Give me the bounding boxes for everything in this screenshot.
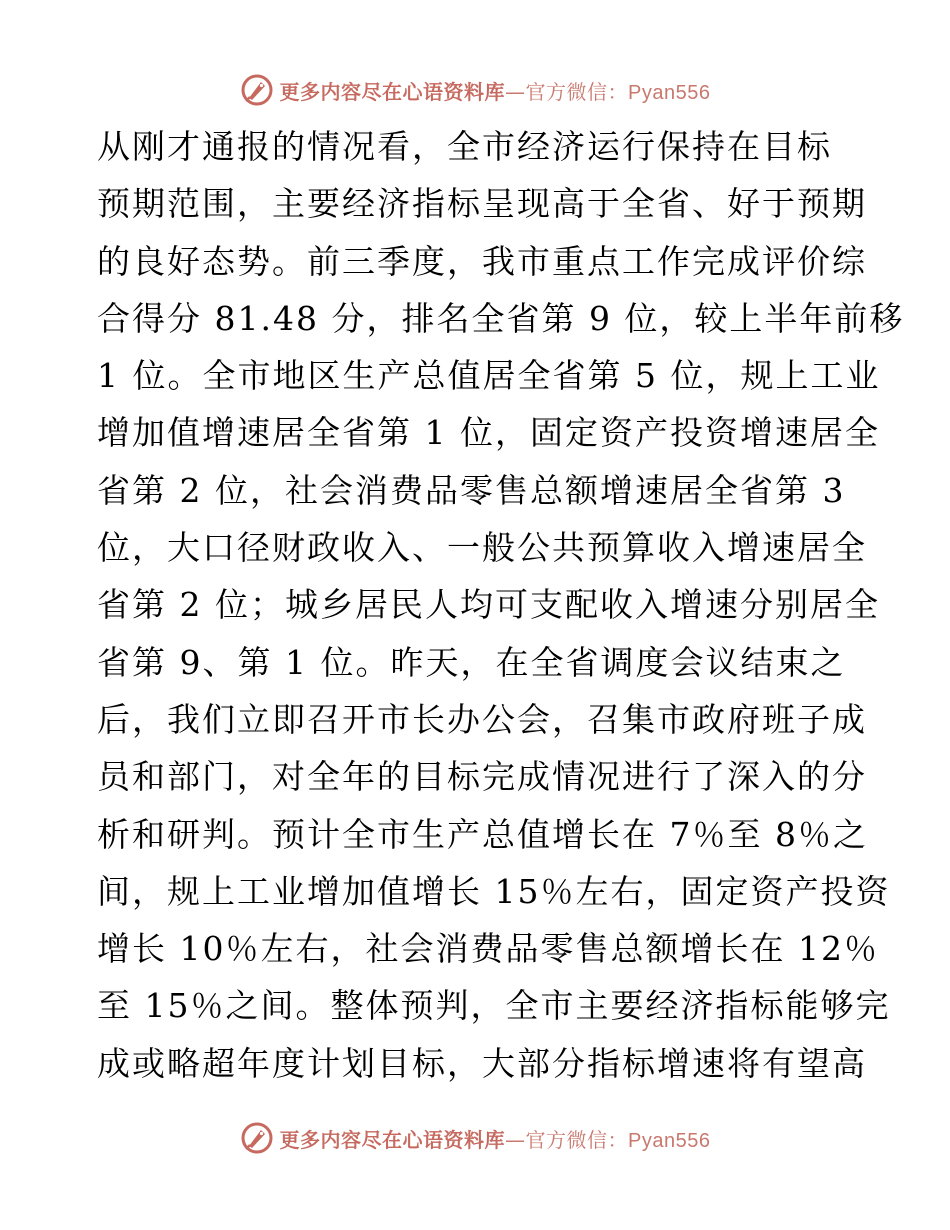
body-line: 1 位。全市地区生产总值居全省第 5 位，规上工业 <box>97 356 881 396</box>
document-body <box>97 118 905 1092</box>
header-watermark <box>0 70 950 110</box>
body-line: 省第 2 位；城乡居民人均可支配收入增速分别居全 <box>97 585 880 625</box>
body-line: 析和研判。预计全市生产总值增长在 7％至 8％之 <box>97 814 868 854</box>
body-line: 省第 2 位，社会消费品零售总额增速居全省第 3 <box>97 470 846 510</box>
body-line: 增长 10％左右，社会消费品零售总额增长在 12％ <box>97 929 879 969</box>
body-line: 后，我们立即召开市长办公会，召集市政府班子成 <box>97 699 867 739</box>
watermark-contact-id: Pyan556 <box>628 1129 711 1152</box>
watermark-contact-label: 官方微信： <box>525 1127 629 1152</box>
watermark-contact-id: Pyan556 <box>628 81 711 104</box>
body-line: 预期范围，主要经济指标呈现高于全省、好于预期 <box>97 184 867 224</box>
body-line: 从刚才通报的情况看，全市经济运行保持在目标 <box>97 127 832 166</box>
watermark-brand: 更多内容尽在心语资料库 <box>279 1127 506 1152</box>
watermark-brand: 更多内容尽在心语资料库 <box>279 79 506 104</box>
body-line: 的良好态势。前三季度，我市重点工作完成评价综 <box>97 241 867 281</box>
watermark-separator: — <box>505 79 526 104</box>
body-line: 位，大口径财政收入、一般公共预算收入增速居全 <box>97 528 867 568</box>
body-line: 省第 9、第 1 位。昨天，在全省调度会议结束之 <box>97 642 846 682</box>
watermark-text <box>280 1124 711 1153</box>
pen-nib-logo-icon <box>240 1121 274 1155</box>
body-line: 间，规上工业增加值增长 15％左右，固定资产投资 <box>97 871 891 911</box>
watermark-separator: — <box>505 1127 526 1152</box>
body-line: 成或略超年度计划目标，大部分指标增速将有望高 <box>97 1043 867 1083</box>
body-line: 员和部门，对全年的目标完成情况进行了深入的分 <box>97 757 867 797</box>
body-line: 合得分 81.48 分，排名全省第 9 位，较上半年前移 <box>97 298 905 338</box>
body-line: 至 15％之间。整体预判，全市主要经济指标能够完 <box>97 986 891 1026</box>
watermark-contact-label: 官方微信： <box>525 79 629 104</box>
body-line: 增加值增速居全省第 1 位，固定资产投资增速居全 <box>97 413 880 453</box>
watermark-text <box>280 76 711 105</box>
footer-watermark <box>0 1118 950 1158</box>
pen-nib-logo-icon <box>240 73 274 107</box>
